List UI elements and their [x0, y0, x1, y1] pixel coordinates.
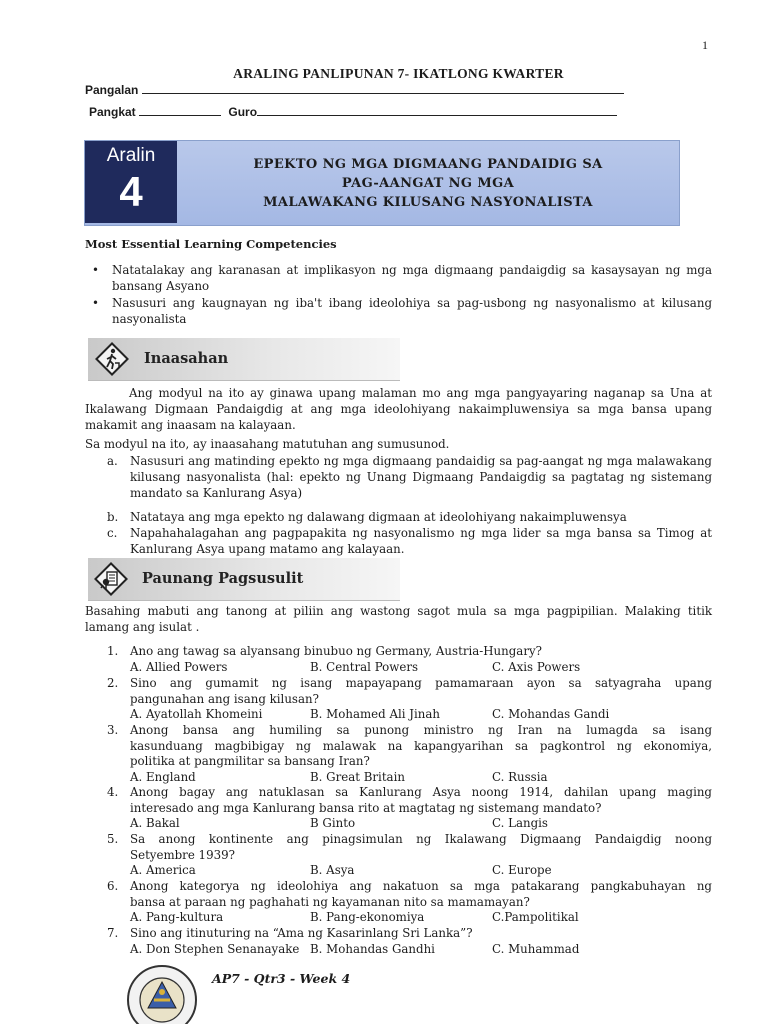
answer-option[interactable]: C. Europe: [492, 863, 552, 878]
goal-text: Napahahalagahan ang pagpapakita ng nasyonalismo ng mga lider sa mga bansa sa Timog at Kanlurang Asya upang matamo ang kalayaan.: [130, 526, 712, 556]
question-number: 4.: [107, 785, 119, 799]
pangalan-label: Pangalan: [85, 83, 139, 97]
goal-letter: b.: [107, 510, 119, 524]
answer-option[interactable]: C. Mohandas Gandi: [492, 707, 610, 722]
answer-option[interactable]: A. England: [130, 769, 196, 784]
answer-option[interactable]: A. Pang-kultura: [130, 910, 224, 925]
pagsusulit-label: Paunang Pagsusulit: [142, 570, 304, 587]
question-text: Setyembre 1939?: [130, 847, 235, 862]
goal-letter: a.: [107, 454, 118, 468]
answer-option[interactable]: B. Central Powers: [310, 659, 419, 674]
inaasahan-banner: [88, 338, 400, 381]
question-number: 6.: [107, 879, 119, 893]
lesson-number: 4: [119, 168, 143, 215]
pagsusulit-banner: [88, 558, 400, 601]
answer-option[interactable]: A. Bakal: [130, 816, 180, 831]
question-number: 5.: [107, 832, 119, 846]
answer-option[interactable]: B. Mohamed Ali Jinah: [310, 707, 440, 722]
lesson-number-box: [85, 141, 177, 223]
worksheet-title: ARALING PANLIPUNAN 7- IKATLONG KWARTER: [233, 66, 564, 81]
answer-option[interactable]: C. Russia: [492, 769, 548, 784]
page-number: 1: [702, 38, 708, 52]
guro-label: Guro: [228, 105, 258, 119]
goal-text: Natataya ang mga epekto ng dalawang digmaan at ideolohiyang nakaimpluwensya: [130, 510, 627, 524]
question-text: pangunahan ang isang kilusan?: [130, 691, 319, 706]
answer-option[interactable]: C.Pampolitikal: [492, 910, 579, 925]
answer-option[interactable]: A. Allied Powers: [130, 659, 228, 674]
pedestrian-sign-icon: [94, 341, 130, 377]
answer-option[interactable]: C. Langis: [492, 816, 548, 831]
question-number: 1.: [107, 644, 119, 658]
goal-letter: c.: [107, 526, 118, 540]
answer-option[interactable]: A. America: [130, 863, 196, 878]
footer-code: AP7 - Qtr3 - Week 4: [212, 971, 351, 986]
answer-option[interactable]: A. Don Stephen Senanayake: [130, 941, 300, 956]
question-text: Sa anong kontinente ang pinagsimulan ng Ikalawang Digmaang Pandaigdig noong: [130, 832, 712, 846]
goal-text: Nasusuri ang matinding epekto ng mga digmaang pandaidig sa pag-aangat ng mga malawakang kilusang nasyonalista (hal: epekto ng Unang Digmaang Pandaigdig sa pagtatag ng sistemang mandato sa Kanlurang Asya): [130, 454, 712, 500]
answer-option[interactable]: B. Mohandas Gandhi: [310, 941, 435, 956]
question-text: politika at pangmilitar sa bansang Iran?: [130, 754, 370, 769]
pangkat-field[interactable]: [139, 104, 221, 116]
pangalan-row: [85, 82, 624, 97]
division-seal: [124, 960, 200, 1024]
question-text: Anong bagay ang natuklasan sa Kanlurang Asya noong 1914, dahilan upang maging: [130, 785, 712, 799]
question-text: Anong kategorya ng ideolohiya ang nakatuon sa mga patakarang pangkabuhayan ng: [130, 879, 712, 893]
question-text: kasunduang magbibigay ng malawak na kapangyarihan sa pagkontrol ng ekonomiya,: [130, 738, 712, 753]
answer-option[interactable]: A. Ayatollah Khomeini: [130, 707, 263, 722]
lesson-word: Aralin: [106, 145, 156, 166]
question-text: Anong bansa ang humiling sa punong ministro ng Iran na lumagda sa isang: [130, 723, 712, 737]
inaasahan-paragraph: Ang modyul na ito ay ginawa upang malaman mo ang mga pangyayaring naganap sa Una at Ikalawang Digmaan Pandaigdig at ang mga ideolohiyang nakaimpluwensiya sa mga bansa upang makamit ang inaasam na kalayaan.: [85, 386, 712, 432]
lesson-title-line: PAG-AANGAT NG MGA: [341, 176, 515, 191]
question-text: bansa at paraan ng paghahati ng kayamanan nito sa mamamayan?: [130, 894, 530, 909]
lesson-title-line: MALAWAKANG KILUSANG NASYONALISTA: [263, 195, 593, 210]
quiz-sign-icon: [92, 560, 130, 598]
answer-option[interactable]: B Ginto: [310, 816, 356, 831]
question-number: 3.: [107, 723, 119, 737]
question-text: Sino ang gumamit ng isang mapayapang pamamaraan ayon sa satyagraha upang: [130, 676, 712, 690]
inaasahan-label: Inaasahan: [144, 350, 229, 367]
pangalan-field[interactable]: [142, 82, 624, 94]
inaasahan-intro: Sa modyul na ito, ay inaasahang matutuhan ang sumusunod.: [85, 437, 450, 451]
pagsusulit-instructions: Basahing mabuti ang tanong at piliin ang wastong sagot mula sa mga pagpipilian. Malaking titik lamang ang isulat .: [85, 604, 712, 634]
answer-option[interactable]: B. Asya: [310, 863, 355, 878]
answer-option[interactable]: C. Axis Powers: [492, 659, 581, 674]
pangkat-row: [89, 104, 617, 119]
lesson-title: [178, 155, 678, 212]
pangkat-label: Pangkat: [89, 105, 136, 119]
answer-option[interactable]: B. Pang-ekonomiya: [310, 910, 425, 925]
guro-field[interactable]: [257, 104, 617, 116]
melc-heading: Most Essential Learning Competencies: [85, 237, 337, 251]
lesson-title-line: EPEKTO NG MGA DIGMAANG PANDAIDIG SA: [253, 157, 603, 172]
question-number: 2.: [107, 676, 119, 690]
question-text: Ano ang tawag sa alyansang binubuo ng Germany, Austria-Hungary?: [130, 644, 542, 658]
question-text: interesado ang mga Kanlurang bansa rito at magtatag ng sistemang mandato?: [130, 800, 602, 815]
question-text: Sino ang itinuturing na “Ama ng Kasarinlang Sri Lanka”?: [130, 926, 473, 940]
melc-item: • Natatalakay ang karanasan at implikasyon ng mga digmaang pandaigdig sa kasaysayan ng mga bansang Asyano: [92, 263, 712, 293]
answer-option[interactable]: B. Great Britain: [310, 769, 405, 784]
answer-option[interactable]: C. Muhammad: [492, 941, 580, 956]
question-number: 7.: [107, 926, 119, 940]
melc-item: • Nasusuri ang kaugnayan ng iba't ibang ideolohiya sa pag-usbong ng nasyonalismo at kilusang nasyonalista: [92, 296, 712, 326]
